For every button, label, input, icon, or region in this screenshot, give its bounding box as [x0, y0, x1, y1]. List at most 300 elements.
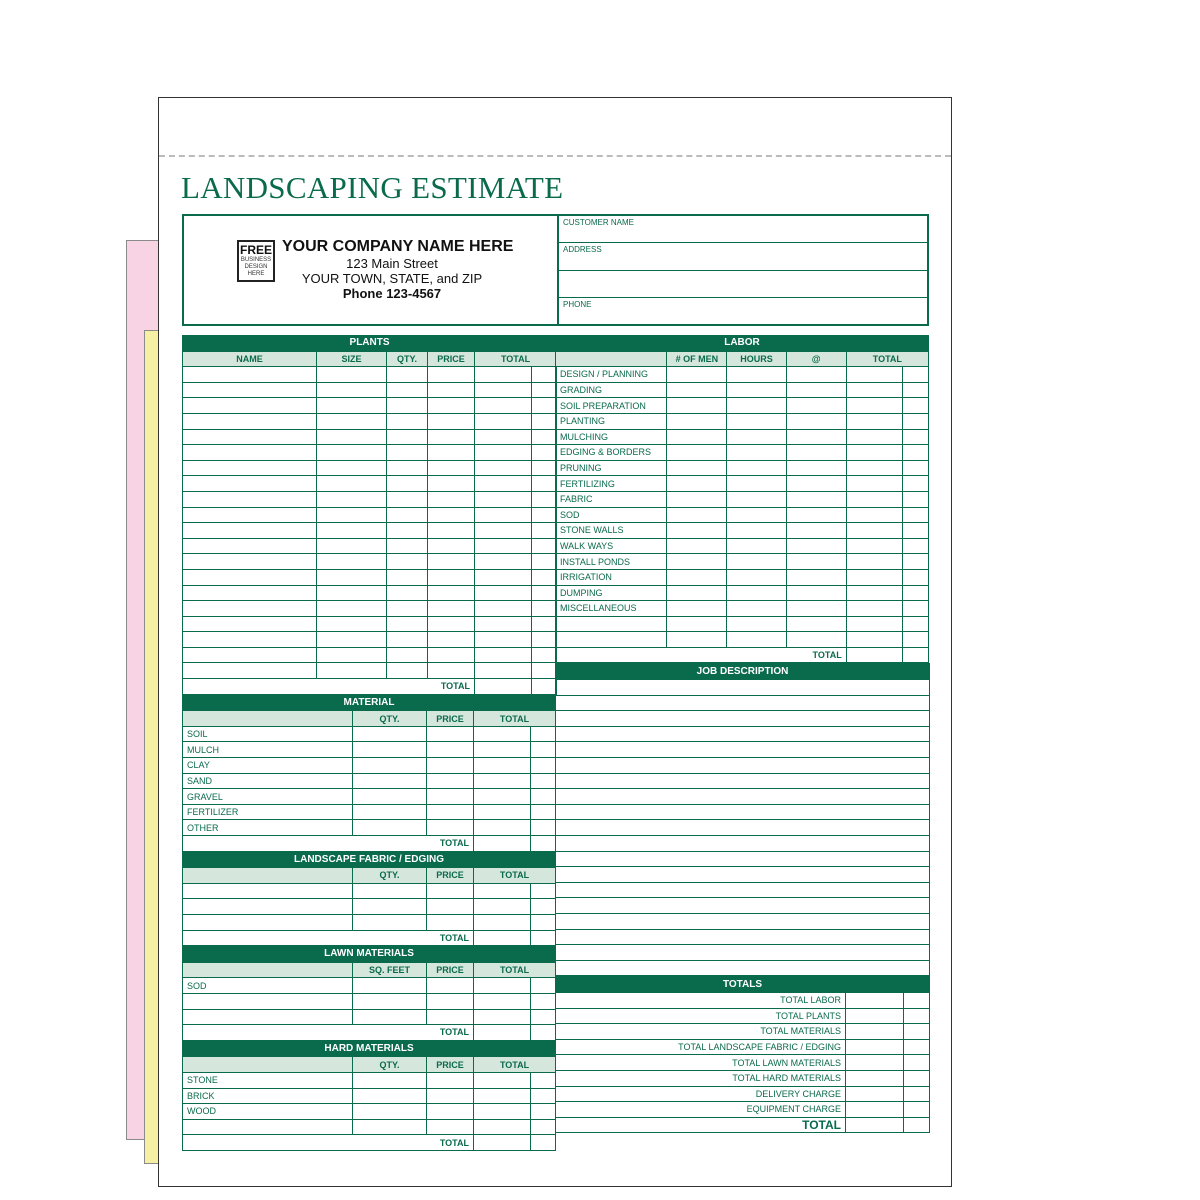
- entry-cell[interactable]: [183, 476, 317, 492]
- entry-cell[interactable]: [846, 413, 902, 429]
- entry-cell[interactable]: [904, 992, 930, 1008]
- entry-cell[interactable]: [786, 538, 846, 554]
- entry-cell[interactable]: [846, 1070, 904, 1086]
- entry-cell[interactable]: [846, 460, 902, 476]
- entry-cell[interactable]: [353, 789, 427, 805]
- entry-cell[interactable]: [846, 1008, 904, 1024]
- job-description-line[interactable]: [556, 695, 930, 711]
- entry-cell[interactable]: [474, 820, 531, 836]
- entry-cell[interactable]: [317, 647, 387, 663]
- entry-cell[interactable]: [183, 460, 317, 476]
- entry-cell[interactable]: [387, 429, 428, 445]
- plants-total-cents[interactable]: [532, 679, 557, 695]
- entry-cell[interactable]: [387, 663, 428, 679]
- entry-cell[interactable]: [531, 978, 556, 994]
- entry-cell[interactable]: [667, 585, 727, 601]
- entry-cell[interactable]: [902, 491, 928, 507]
- entry-cell[interactable]: [667, 507, 727, 523]
- job-description-line[interactable]: [556, 960, 930, 976]
- entry-cell[interactable]: [902, 429, 928, 445]
- entry-cell[interactable]: [902, 398, 928, 414]
- entry-cell[interactable]: [474, 1072, 531, 1088]
- entry-cell[interactable]: [387, 382, 428, 398]
- entry-cell[interactable]: [353, 726, 427, 742]
- entry-cell[interactable]: [727, 523, 786, 539]
- entry-cell[interactable]: [532, 507, 557, 523]
- entry-cell[interactable]: [531, 804, 556, 820]
- entry-cell[interactable]: [475, 554, 532, 570]
- entry-cell[interactable]: [475, 632, 532, 648]
- job-description-line[interactable]: [556, 773, 930, 789]
- entry-cell[interactable]: [902, 445, 928, 461]
- entry-cell[interactable]: [183, 569, 317, 585]
- entry-cell[interactable]: [532, 413, 557, 429]
- entry-cell[interactable]: [846, 632, 902, 648]
- entry-cell[interactable]: [428, 476, 475, 492]
- entry-cell[interactable]: [667, 398, 727, 414]
- entry-cell[interactable]: [904, 1086, 930, 1102]
- labor-total-cell[interactable]: [846, 647, 902, 663]
- entry-cell[interactable]: [902, 367, 928, 383]
- entry-cell[interactable]: [474, 773, 531, 789]
- entry-cell[interactable]: [786, 616, 846, 632]
- entry-cell[interactable]: [427, 899, 474, 915]
- entry-cell[interactable]: [428, 523, 475, 539]
- entry-cell[interactable]: [317, 429, 387, 445]
- entry-cell[interactable]: [353, 978, 427, 994]
- entry-cell[interactable]: [786, 632, 846, 648]
- entry-cell[interactable]: [183, 523, 317, 539]
- entry-cell[interactable]: [317, 554, 387, 570]
- entry-cell[interactable]: [183, 993, 353, 1009]
- entry-cell[interactable]: [475, 429, 532, 445]
- grand-total-cents[interactable]: [904, 1117, 930, 1133]
- entry-cell[interactable]: [428, 647, 475, 663]
- entry-cell[interactable]: [727, 554, 786, 570]
- entry-cell[interactable]: [846, 523, 902, 539]
- entry-cell[interactable]: [531, 820, 556, 836]
- entry-cell[interactable]: [475, 476, 532, 492]
- entry-cell[interactable]: [786, 429, 846, 445]
- entry-cell[interactable]: [474, 804, 531, 820]
- entry-cell[interactable]: [727, 569, 786, 585]
- entry-cell[interactable]: [183, 585, 317, 601]
- entry-cell[interactable]: [904, 1039, 930, 1055]
- entry-cell[interactable]: [475, 585, 532, 601]
- entry-cell[interactable]: [475, 616, 532, 632]
- entry-cell[interactable]: [428, 398, 475, 414]
- entry-cell[interactable]: [353, 993, 427, 1009]
- entry-cell[interactable]: [387, 398, 428, 414]
- entry-cell[interactable]: [532, 445, 557, 461]
- material-total-cell[interactable]: [474, 836, 531, 852]
- entry-cell[interactable]: [727, 616, 786, 632]
- entry-cell[interactable]: [531, 899, 556, 915]
- entry-cell[interactable]: [183, 647, 317, 663]
- entry-cell[interactable]: [428, 367, 475, 383]
- entry-cell[interactable]: [531, 914, 556, 930]
- job-description-line[interactable]: [556, 836, 930, 852]
- entry-cell[interactable]: [183, 367, 317, 383]
- entry-cell[interactable]: [317, 507, 387, 523]
- entry-cell[interactable]: [532, 569, 557, 585]
- entry-cell[interactable]: [902, 476, 928, 492]
- entry-cell[interactable]: [846, 476, 902, 492]
- entry-cell[interactable]: [532, 367, 557, 383]
- entry-cell[interactable]: [183, 632, 317, 648]
- entry-cell[interactable]: [531, 742, 556, 758]
- entry-cell[interactable]: [428, 445, 475, 461]
- entry-cell[interactable]: [475, 413, 532, 429]
- entry-cell[interactable]: [387, 632, 428, 648]
- entry-cell[interactable]: [846, 1086, 904, 1102]
- entry-cell[interactable]: [387, 367, 428, 383]
- entry-cell[interactable]: [428, 429, 475, 445]
- entry-cell[interactable]: [532, 523, 557, 539]
- entry-cell[interactable]: [846, 538, 902, 554]
- entry-cell[interactable]: [786, 476, 846, 492]
- entry-cell[interactable]: [387, 585, 428, 601]
- entry-cell[interactable]: [474, 978, 531, 994]
- customer-field[interactable]: [559, 216, 927, 243]
- entry-cell[interactable]: [531, 789, 556, 805]
- entry-cell[interactable]: [667, 569, 727, 585]
- entry-cell[interactable]: [667, 367, 727, 383]
- entry-cell[interactable]: [532, 647, 557, 663]
- entry-cell[interactable]: [667, 554, 727, 570]
- entry-cell[interactable]: [427, 914, 474, 930]
- entry-cell[interactable]: [387, 491, 428, 507]
- entry-cell[interactable]: [902, 616, 928, 632]
- entry-cell[interactable]: [902, 507, 928, 523]
- entry-cell[interactable]: [183, 398, 317, 414]
- entry-cell[interactable]: [317, 476, 387, 492]
- entry-cell[interactable]: [531, 1009, 556, 1025]
- entry-cell[interactable]: [727, 382, 786, 398]
- entry-cell[interactable]: [428, 491, 475, 507]
- customer-field[interactable]: [559, 298, 927, 324]
- job-description-line[interactable]: [556, 898, 930, 914]
- entry-cell[interactable]: [353, 1088, 427, 1104]
- entry-cell[interactable]: [902, 538, 928, 554]
- entry-cell[interactable]: [353, 914, 427, 930]
- job-description-line[interactable]: [556, 913, 930, 929]
- entry-cell[interactable]: [786, 445, 846, 461]
- entry-cell[interactable]: [532, 538, 557, 554]
- entry-cell[interactable]: [387, 476, 428, 492]
- entry-cell[interactable]: [474, 883, 531, 899]
- entry-cell[interactable]: [727, 367, 786, 383]
- entry-cell[interactable]: [353, 883, 427, 899]
- entry-cell[interactable]: [474, 1009, 531, 1025]
- entry-cell[interactable]: [902, 632, 928, 648]
- entry-cell[interactable]: [353, 899, 427, 915]
- entry-cell[interactable]: [353, 773, 427, 789]
- entry-cell[interactable]: [387, 554, 428, 570]
- entry-cell[interactable]: [667, 429, 727, 445]
- entry-cell[interactable]: [531, 773, 556, 789]
- entry-cell[interactable]: [727, 413, 786, 429]
- entry-cell[interactable]: [475, 445, 532, 461]
- entry-cell[interactable]: [317, 413, 387, 429]
- entry-cell[interactable]: [474, 914, 531, 930]
- entry-cell[interactable]: [475, 538, 532, 554]
- entry-cell[interactable]: [532, 476, 557, 492]
- entry-cell[interactable]: [317, 367, 387, 383]
- entry-cell[interactable]: [317, 398, 387, 414]
- entry-cell[interactable]: [183, 413, 317, 429]
- entry-cell[interactable]: [902, 382, 928, 398]
- entry-cell[interactable]: [183, 1119, 353, 1135]
- entry-cell[interactable]: [846, 1055, 904, 1071]
- entry-cell[interactable]: [353, 758, 427, 774]
- entry-cell[interactable]: [353, 1119, 427, 1135]
- entry-cell[interactable]: [727, 585, 786, 601]
- entry-cell[interactable]: [317, 569, 387, 585]
- entry-cell[interactable]: [786, 413, 846, 429]
- entry-cell[interactable]: [786, 569, 846, 585]
- entry-cell[interactable]: [475, 663, 532, 679]
- entry-cell[interactable]: [387, 647, 428, 663]
- entry-cell[interactable]: [183, 445, 317, 461]
- entry-cell[interactable]: [902, 523, 928, 539]
- entry-cell[interactable]: [667, 445, 727, 461]
- entry-cell[interactable]: [317, 663, 387, 679]
- entry-cell[interactable]: [902, 585, 928, 601]
- entry-cell[interactable]: [317, 585, 387, 601]
- entry-cell[interactable]: [531, 1072, 556, 1088]
- entry-cell[interactable]: [428, 538, 475, 554]
- entry-cell[interactable]: [532, 601, 557, 617]
- entry-cell[interactable]: [532, 491, 557, 507]
- entry-cell[interactable]: [474, 726, 531, 742]
- entry-cell[interactable]: [317, 382, 387, 398]
- entry-cell[interactable]: [183, 914, 353, 930]
- entry-cell[interactable]: [387, 523, 428, 539]
- entry-cell[interactable]: [786, 460, 846, 476]
- entry-cell[interactable]: [727, 601, 786, 617]
- entry-cell[interactable]: [727, 507, 786, 523]
- job-description-line[interactable]: [556, 851, 930, 867]
- entry-cell[interactable]: [427, 773, 474, 789]
- entry-cell[interactable]: [183, 382, 317, 398]
- entry-cell[interactable]: [387, 507, 428, 523]
- entry-cell[interactable]: [786, 382, 846, 398]
- entry-cell[interactable]: [474, 1088, 531, 1104]
- entry-cell[interactable]: [475, 382, 532, 398]
- entry-cell[interactable]: [183, 883, 353, 899]
- entry-cell[interactable]: [183, 491, 317, 507]
- entry-cell[interactable]: [532, 585, 557, 601]
- entry-cell[interactable]: [428, 554, 475, 570]
- job-description-line[interactable]: [556, 742, 930, 758]
- entry-cell[interactable]: [532, 398, 557, 414]
- entry-cell[interactable]: [846, 1102, 904, 1118]
- entry-cell[interactable]: [474, 789, 531, 805]
- job-description-line[interactable]: [556, 929, 930, 945]
- entry-cell[interactable]: [786, 601, 846, 617]
- entry-cell[interactable]: [475, 569, 532, 585]
- grand-total-cell[interactable]: [846, 1117, 904, 1133]
- entry-cell[interactable]: [353, 820, 427, 836]
- entry-cell[interactable]: [904, 1070, 930, 1086]
- entry-cell[interactable]: [427, 883, 474, 899]
- entry-cell[interactable]: [786, 554, 846, 570]
- job-description-line[interactable]: [556, 758, 930, 774]
- entry-cell[interactable]: [475, 601, 532, 617]
- hard-total-cents[interactable]: [531, 1135, 556, 1151]
- entry-cell[interactable]: [475, 507, 532, 523]
- entry-cell[interactable]: [667, 476, 727, 492]
- entry-cell[interactable]: [428, 632, 475, 648]
- entry-cell[interactable]: [474, 993, 531, 1009]
- entry-cell[interactable]: [183, 554, 317, 570]
- entry-cell[interactable]: [846, 554, 902, 570]
- job-description-line[interactable]: [556, 711, 930, 727]
- entry-cell[interactable]: [427, 1072, 474, 1088]
- entry-cell[interactable]: [474, 758, 531, 774]
- entry-cell[interactable]: [427, 742, 474, 758]
- entry-cell[interactable]: [532, 382, 557, 398]
- entry-cell[interactable]: [183, 429, 317, 445]
- entry-cell[interactable]: [786, 367, 846, 383]
- customer-field[interactable]: [559, 271, 927, 298]
- entry-cell[interactable]: [475, 367, 532, 383]
- entry-cell[interactable]: [428, 663, 475, 679]
- entry-cell[interactable]: [427, 726, 474, 742]
- entry-cell[interactable]: [428, 507, 475, 523]
- entry-cell[interactable]: [902, 460, 928, 476]
- entry-cell[interactable]: [786, 398, 846, 414]
- entry-cell[interactable]: [902, 413, 928, 429]
- entry-cell[interactable]: [428, 585, 475, 601]
- entry-cell[interactable]: [317, 632, 387, 648]
- entry-cell[interactable]: [427, 1088, 474, 1104]
- entry-cell[interactable]: [317, 460, 387, 476]
- plants-total-cell[interactable]: [475, 679, 532, 695]
- entry-cell[interactable]: [387, 460, 428, 476]
- entry-cell[interactable]: [474, 1119, 531, 1135]
- entry-cell[interactable]: [353, 742, 427, 758]
- entry-cell[interactable]: [475, 647, 532, 663]
- entry-cell[interactable]: [531, 1119, 556, 1135]
- entry-cell[interactable]: [387, 616, 428, 632]
- entry-cell[interactable]: [474, 742, 531, 758]
- job-description-line[interactable]: [556, 867, 930, 883]
- entry-cell[interactable]: [183, 601, 317, 617]
- entry-cell[interactable]: [428, 601, 475, 617]
- customer-field[interactable]: [559, 243, 927, 270]
- entry-cell[interactable]: [427, 820, 474, 836]
- entry-cell[interactable]: [904, 1024, 930, 1040]
- entry-cell[interactable]: [531, 993, 556, 1009]
- entry-cell[interactable]: [353, 1009, 427, 1025]
- entry-cell[interactable]: [317, 601, 387, 617]
- entry-cell[interactable]: [556, 632, 667, 648]
- entry-cell[interactable]: [902, 601, 928, 617]
- entry-cell[interactable]: [183, 507, 317, 523]
- entry-cell[interactable]: [846, 601, 902, 617]
- entry-cell[interactable]: [428, 569, 475, 585]
- entry-cell[interactable]: [475, 398, 532, 414]
- entry-cell[interactable]: [428, 616, 475, 632]
- lawn-total-cents[interactable]: [531, 1025, 556, 1041]
- entry-cell[interactable]: [846, 569, 902, 585]
- entry-cell[interactable]: [353, 1072, 427, 1088]
- entry-cell[interactable]: [427, 1119, 474, 1135]
- entry-cell[interactable]: [786, 523, 846, 539]
- entry-cell[interactable]: [428, 382, 475, 398]
- entry-cell[interactable]: [531, 758, 556, 774]
- entry-cell[interactable]: [387, 601, 428, 617]
- entry-cell[interactable]: [427, 758, 474, 774]
- entry-cell[interactable]: [727, 538, 786, 554]
- entry-cell[interactable]: [183, 538, 317, 554]
- entry-cell[interactable]: [317, 491, 387, 507]
- entry-cell[interactable]: [904, 1008, 930, 1024]
- entry-cell[interactable]: [427, 993, 474, 1009]
- entry-cell[interactable]: [846, 445, 902, 461]
- entry-cell[interactable]: [183, 616, 317, 632]
- entry-cell[interactable]: [387, 413, 428, 429]
- entry-cell[interactable]: [531, 726, 556, 742]
- entry-cell[interactable]: [667, 460, 727, 476]
- entry-cell[interactable]: [532, 429, 557, 445]
- entry-cell[interactable]: [904, 1055, 930, 1071]
- entry-cell[interactable]: [183, 1009, 353, 1025]
- entry-cell[interactable]: [353, 1104, 427, 1120]
- labor-total-cents[interactable]: [902, 647, 928, 663]
- entry-cell[interactable]: [727, 632, 786, 648]
- entry-cell[interactable]: [786, 585, 846, 601]
- entry-cell[interactable]: [532, 616, 557, 632]
- entry-cell[interactable]: [531, 1104, 556, 1120]
- entry-cell[interactable]: [846, 1039, 904, 1055]
- entry-cell[interactable]: [727, 398, 786, 414]
- entry-cell[interactable]: [556, 616, 667, 632]
- hard-total-cell[interactable]: [474, 1135, 531, 1151]
- entry-cell[interactable]: [427, 1009, 474, 1025]
- entry-cell[interactable]: [846, 367, 902, 383]
- entry-cell[interactable]: [786, 507, 846, 523]
- entry-cell[interactable]: [427, 1104, 474, 1120]
- entry-cell[interactable]: [353, 804, 427, 820]
- fabric-total-cell[interactable]: [474, 930, 531, 946]
- entry-cell[interactable]: [667, 413, 727, 429]
- job-description-line[interactable]: [556, 882, 930, 898]
- entry-cell[interactable]: [786, 491, 846, 507]
- entry-cell[interactable]: [846, 507, 902, 523]
- job-description-line[interactable]: [556, 789, 930, 805]
- entry-cell[interactable]: [727, 460, 786, 476]
- entry-cell[interactable]: [428, 460, 475, 476]
- entry-cell[interactable]: [846, 491, 902, 507]
- entry-cell[interactable]: [474, 899, 531, 915]
- entry-cell[interactable]: [904, 1102, 930, 1118]
- entry-cell[interactable]: [317, 538, 387, 554]
- entry-cell[interactable]: [846, 1024, 904, 1040]
- entry-cell[interactable]: [474, 1104, 531, 1120]
- job-description-line[interactable]: [556, 680, 930, 696]
- entry-cell[interactable]: [387, 538, 428, 554]
- material-total-cents[interactable]: [531, 836, 556, 852]
- entry-cell[interactable]: [846, 429, 902, 445]
- job-description-line[interactable]: [556, 804, 930, 820]
- entry-cell[interactable]: [427, 978, 474, 994]
- entry-cell[interactable]: [532, 554, 557, 570]
- entry-cell[interactable]: [532, 632, 557, 648]
- entry-cell[interactable]: [727, 429, 786, 445]
